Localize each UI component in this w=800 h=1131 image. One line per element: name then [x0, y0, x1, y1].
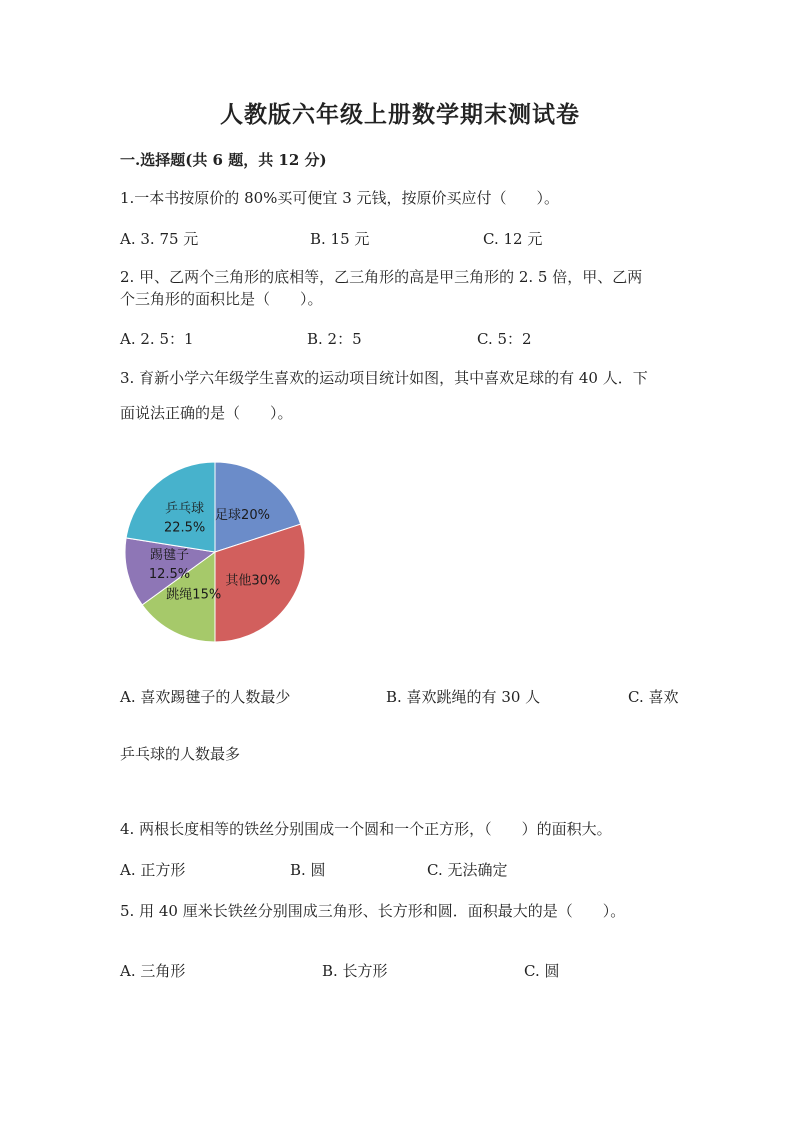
pie-label-ping-pong: 乒乓球 22.5% — [163, 501, 206, 536]
question-3-option-c-continued[interactable]: 乒乓球的人数最多 — [120, 745, 241, 763]
question-1-option-c[interactable]: C. 12 元 — [483, 230, 543, 248]
question-5-text: 5. 用 40 厘米长铁丝分别围成三角形、长方形和圆．面积最大的是（ ）。 — [120, 902, 626, 920]
section-heading: 一.选择题(共 6 题，共 12 分) — [120, 151, 327, 169]
question-3-text-line1: 3. 育新小学六年级学生喜欢的运动项目统计如图，其中喜欢足球的有 40 人．下 — [120, 369, 648, 387]
pie-chart-svg — [122, 459, 308, 645]
question-2-option-c[interactable]: C. 5：2 — [477, 330, 532, 348]
question-1-option-b[interactable]: B. 15 元 — [310, 230, 370, 248]
question-4-option-c[interactable]: C. 无法确定 — [427, 861, 508, 879]
question-5-option-c[interactable]: C. 圆 — [524, 962, 560, 980]
question-1-text: 1.一本书按原价的 80%买可便宜 3 元钱，按原价买应付（ ）。 — [120, 189, 560, 207]
question-3-option-a[interactable]: A. 喜欢踢毽子的人数最少 — [120, 688, 291, 706]
pie-label-football: 足球20% — [215, 508, 270, 524]
question-4-option-b[interactable]: B. 圆 — [290, 861, 326, 879]
question-3-text-line2: 面说法正确的是（ ）。 — [120, 404, 293, 422]
pie-label-jump-rope: 跳绳15% — [166, 587, 222, 603]
pie-label-other: 其他30% — [225, 573, 281, 589]
pie-chart — [122, 459, 308, 645]
pie-label-shuttlecock: 踢毽子 12.5% — [148, 547, 191, 582]
question-3-option-c[interactable]: C. 喜欢 — [628, 688, 679, 706]
question-3-option-b[interactable]: B. 喜欢跳绳的有 30 人 — [386, 688, 541, 706]
question-1-option-a[interactable]: A. 3. 75 元 — [120, 230, 199, 248]
question-2-text-line2: 个三角形的面积比是（ ）。 — [120, 290, 323, 308]
question-4-text: 4. 两根长度相等的铁丝分别围成一个圆和一个正方形，（ ）的面积大。 — [120, 820, 612, 838]
question-2-option-a[interactable]: A. 2. 5：1 — [120, 330, 194, 348]
question-4-option-a[interactable]: A. 正方形 — [120, 861, 186, 879]
question-5-option-a[interactable]: A. 三角形 — [120, 962, 186, 980]
question-2-text-line1: 2. 甲、乙两个三角形的底相等，乙三角形的高是甲三角形的 2. 5 倍，甲、乙两 — [120, 268, 643, 286]
page-title: 人教版六年级上册数学期末测试卷 — [220, 101, 580, 128]
question-2-option-b[interactable]: B. 2：5 — [307, 330, 362, 348]
question-5-option-b[interactable]: B. 长方形 — [322, 962, 388, 980]
